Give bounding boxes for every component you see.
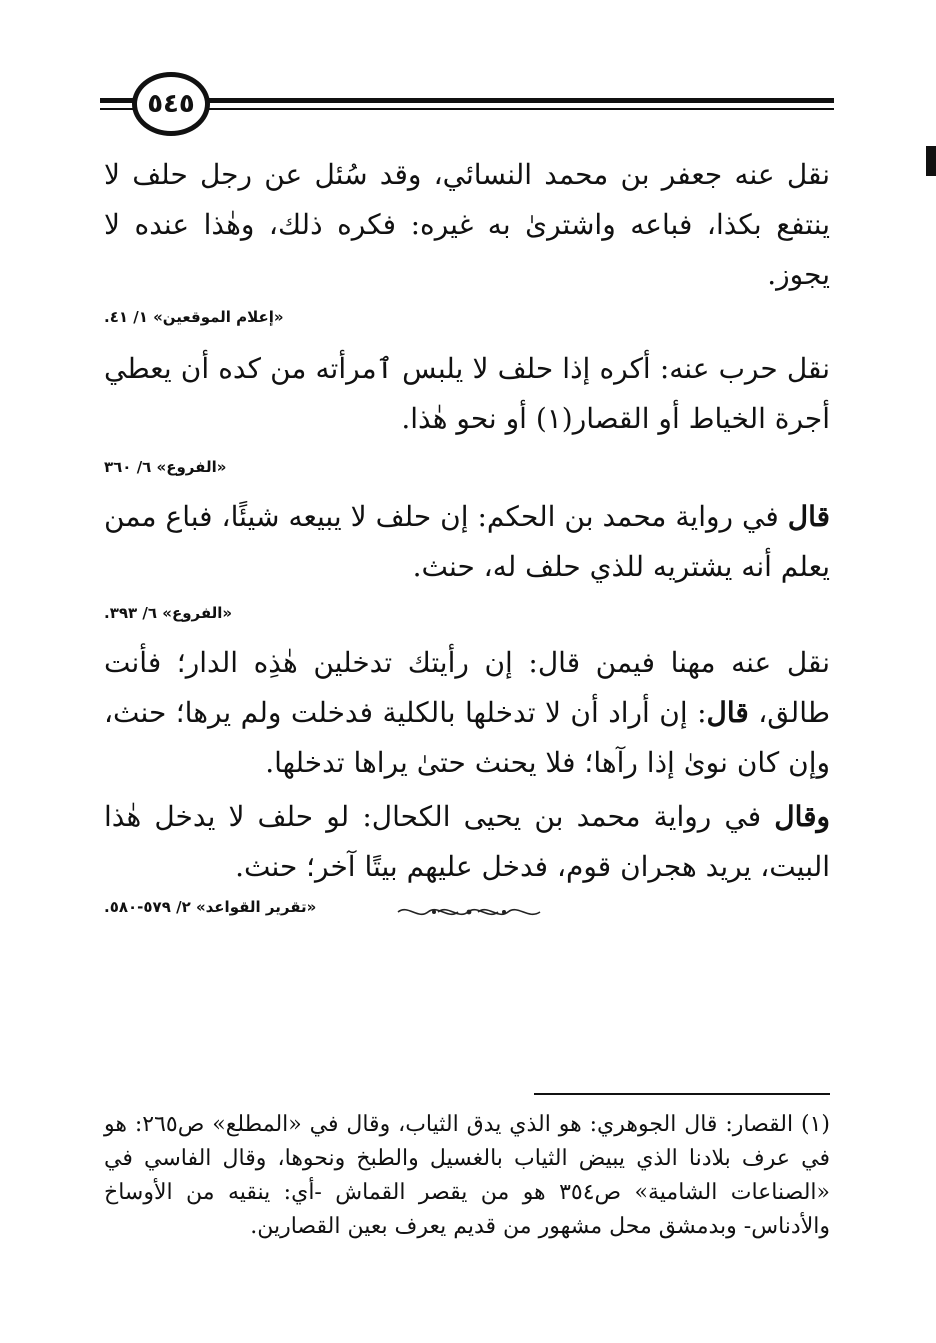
entry-text (104, 344, 830, 444)
entry-body: في رواية محمد بن الحكم: إن حلف لا يبيعه شيئًا، فباع ممن يعلم أنه يشتريه للذي حلف له، حنث. (104, 500, 830, 583)
main-text (104, 150, 830, 932)
footnote: (١) القصار: قال الجوهري: هو الذي يدق الثياب، وقال في «المطلع» ص٢٦٥: هو في عرف بلادنا الذي يبيض الثياب بالغسيل والطبخ ونحوها، وقال الفاسي في «الصناعات الشامية» ص٣٥٤ هو من يقصر القماش -أي: ينقيه من الأوساخ والأدناس- وبدمشق محل مشهور من قديم يعرف بعين القصارين. (104, 1112, 830, 1239)
page-number-badge (132, 72, 210, 136)
page-number: ٥٤٥ (147, 89, 195, 119)
ornament-flourish-icon (394, 904, 544, 920)
entry-text (104, 492, 830, 592)
entry-source: «الفروع» ٦/ ٣٦٠ (104, 458, 227, 476)
entry-lead: قال (787, 500, 830, 533)
section-ornament (394, 904, 544, 920)
page-edge-marker (926, 146, 936, 176)
header-rule (100, 98, 834, 110)
entry-text (104, 150, 830, 300)
entry-source: «إعلام الموقعين» ١/ ٤١. (104, 308, 284, 326)
entry-body: نقل عنه مهنا فيمن قال: إن رأيتك تدخلين هٰذِه الدار؛ فأنت طالق، (104, 646, 831, 729)
entry-lead: قال (706, 696, 749, 729)
entry-source: «تقرير القواعد» ٢/ ٥٧٩-٥٨٠. (104, 898, 317, 916)
entry-body: : إن أراد أن لا تدخلها بالكلية فدخلت ولم يرها؛ حنث، وإن كان نوىٰ إذا رآها؛ فلا يحنث حتىٰ يراها تدخلها. (104, 696, 830, 779)
entry-lead: وقال (774, 800, 830, 833)
footnote-separator (534, 1093, 830, 1095)
entry-source: «الفروع» ٦/ ٣٩٣. (104, 604, 233, 622)
entry-body: نقل عنه جعفر بن محمد النسائي، وقد سُئل عن رجل حلف لا ينتفع بكذا، فباعه واشترىٰ به غيره: فكره ذلك، وهٰذا عنده لا يجوز. (104, 158, 830, 291)
entry-text (104, 638, 830, 788)
entry-text (104, 792, 830, 892)
entry-body: نقل حرب عنه: أكره إذا حلف لا يلبس ٱمرأته من كده أن يعطي أجرة الخياط أو القصار(١) أو نحو هٰذا. (104, 352, 830, 435)
entry-body: في رواية محمد بن يحيى الكحال: لو حلف لا يدخل هٰذا البيت، يريد هجران قوم، فدخل عليهم بيتًا آخر؛ حنث. (104, 800, 830, 883)
